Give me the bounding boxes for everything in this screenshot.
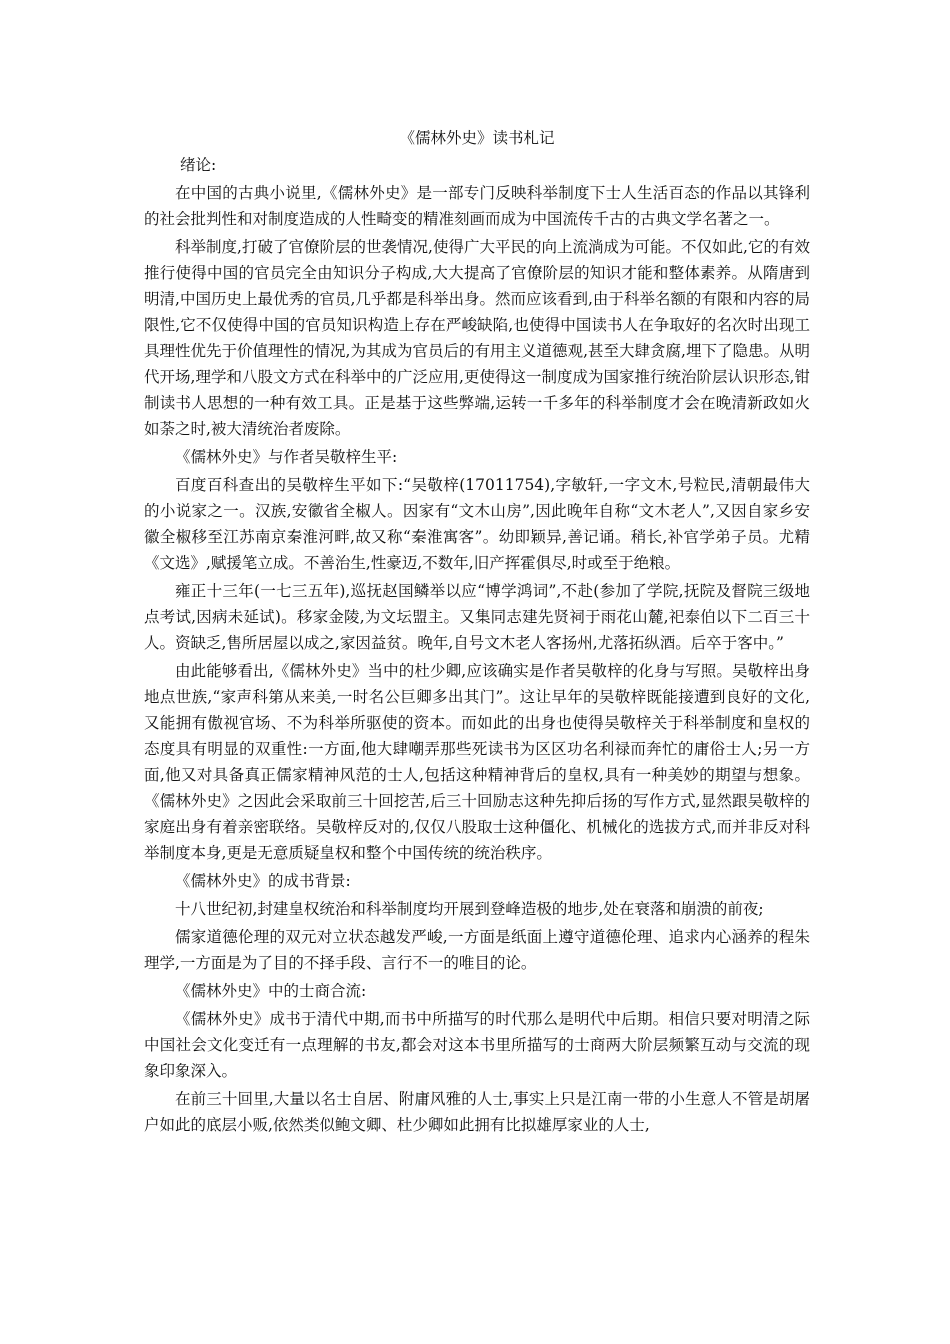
- paragraph: 《儒林外史》成书于清代中期,而书中所描写的时代那么是明代中后期。相信只要对明清之际中国社会文化变迁有一点理解的书友,都会对这本书里所描写的士商两大阶层频繁互动与交流的现象印象深入。: [144, 1010, 810, 1080]
- section-heading-author: 《儒林外史》与作者吴敬梓生平:: [175, 448, 398, 466]
- section-heading-merchants: 《儒林外史》中的士商合流:: [175, 982, 367, 1000]
- section-heading-background: 《儒林外史》的成书背景:: [175, 872, 351, 890]
- paragraph: 百度百科查出的吴敬梓生平如下:“吴敬梓(17011754),字敏轩,一字文木,号粒民,清朝最伟大的小说家之一。汉族,安徽省全椒人。因家有“文木山房”,因此晚年自称“文木老人”,又因自家乡安徽全椒移至江苏南京秦淮河畔,故又称“秦淮寓客”。幼即颖异,善记诵。稍长,补官学弟子员。尤精《文选》,赋援笔立成。不善治生,性豪迈,不数年,旧产挥霍俱尽,时或至于绝粮。: [144, 476, 810, 572]
- document-title: 《儒林外史》读书札记: [399, 129, 555, 147]
- paragraph: 十八世纪初,封建皇权统治和科举制度均开展到登峰造极的地步,处在衰落和崩溃的前夜;: [175, 900, 764, 918]
- section-heading-intro: 绪论:: [180, 156, 217, 174]
- paragraph: 由此能够看出,《儒林外史》当中的杜少卿,应该确实是作者吴敬梓的化身与写照。吴敬梓出身地点世族,“家声科第从来美,一时名公巨卿多出其门”。这让早年的吴敬梓既能接遭到良好的文化,又能拥有傲视官场、不为科举所驱使的资本。而如此的出身也使得吴敬梓关于科举制度和皇权的态度具有明显的双重性:一方面,他大肆嘲弄那些死读书为区区功名利禄而奔忙的庸俗士人;另一方面,他又对具备真正儒家精神风范的士人,包括这种精神背后的皇权,具有一种美妙的期望与想象。《儒林外史》之因此会采取前三十回挖苦,后三十回励志这种先抑后扬的写作方式,显然跟吴敬梓的家庭出身有着亲密联络。吴敬梓反对的,仅仅八股取士这种僵化、机械化的选拔方式,而并非反对科举制度本身,更是无意质疑皇权和整个中国传统的统治秩序。: [144, 662, 810, 862]
- document-page: [144, 125, 810, 1140]
- paragraph: 雍正十三年(一七三五年),巡抚赵国鳞举以应“博学鸿词”,不赴(参加了学院,抚院及督院三级地点考试,因病未延试)。移家金陵,为文坛盟主。又集同志建先贤祠于雨花山麓,祀泰伯以下二百三十人。资缺乏,售所居屋以成之,家因益贫。晚年,自号文木老人客扬州,尤落拓纵酒。后卒于客中。”: [144, 582, 810, 652]
- paragraph: 科举制度,打破了官僚阶层的世袭情况,使得广大平民的向上流淌成为可能。不仅如此,它的有效推行使得中国的官员完全由知识分子构成,大大提高了官僚阶层的知识才能和整体素养。从隋唐到明清,中国历史上最优秀的官员,几乎都是科举出身。然而应该看到,由于科举名额的有限和内容的局限性,它不仅使得中国的官员知识构造上存在严峻缺陷,也使得中国读书人在争取好的名次时出现工具理性优先于价值理性的情况,为其成为官员后的有用主义道德观,甚至大肆贪腐,埋下了隐患。从明代开场,理学和八股文方式在科举中的广泛应用,更使得这一制度成为国家推行统治阶层认识形态,钳制读书人思想的一种有效工具。正是基于这些弊端,运转一千多年的科举制度才会在晚清新政如火如荼之时,被大清统治者废除。: [144, 238, 810, 438]
- paragraph: 在前三十回里,大量以名士自居、附庸风雅的人士,事实上只是江南一带的小生意人不管是胡屠户如此的底层小贩,依然类似鲍文卿、杜少卿如此拥有比拟雄厚家业的人士,: [144, 1090, 810, 1134]
- paragraph: 儒家道德伦理的双元对立状态越发严峻,一方面是纸面上遵守道德伦理、追求内心涵养的程朱理学,一方面是为了目的不择手段、言行不一的唯目的论。: [144, 928, 810, 972]
- paragraph: 在中国的古典小说里,《儒林外史》是一部专门反映科举制度下士人生活百态的作品以其锋利的社会批判性和对制度造成的人性畸变的精准刻画而成为中国流传千古的古典文学名著之一。: [144, 184, 810, 228]
